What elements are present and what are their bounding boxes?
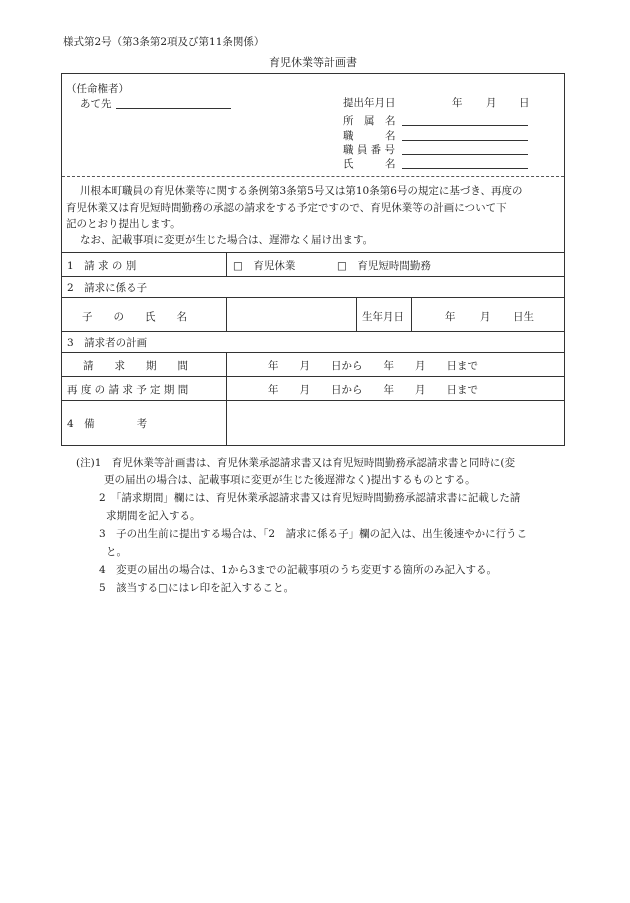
intro-line-4: なお、記載事項に変更が生じた場合は、遅滞なく届け出ます。 xyxy=(80,234,374,246)
intro-line-1: 川根本町職員の育児休業等に関する条例第3条第5号又は第10条第6号の規定に基づき、再度の xyxy=(80,185,523,197)
request-period-label: 請 求 期 間 xyxy=(83,360,188,372)
form-number: 様式第2号（第3条第2項及び第11条関係） xyxy=(63,36,265,48)
position-label: 職 名 xyxy=(343,130,396,142)
note-4: 4 変更の届出の場合は、1から3までの記載事項のうち変更する箇所のみ記入する。 xyxy=(99,564,498,576)
name-label: 氏 名 xyxy=(343,158,396,170)
note-5: 5 該当する□にはレ印を記入すること。 xyxy=(99,582,295,594)
authority-label: （任命権者） xyxy=(66,83,129,95)
child-name-label: 子 の 氏 名 xyxy=(82,311,187,323)
child-name-field[interactable] xyxy=(234,302,350,326)
option-short-hours[interactable]: □ 育児短時間勤務 xyxy=(337,260,431,272)
note-3b: と。 xyxy=(106,546,127,558)
request-period-value[interactable]: 年 月 日から 年 月 日まで xyxy=(268,360,478,372)
birth-day: 日生 xyxy=(513,311,534,323)
note-1a: (注)1 育児休業等計画書は、育児休業承認請求書又は育児短時間勤務承認請求書と同時に(変 xyxy=(76,457,515,469)
intro-line-2: 育児休業又は育児短時間勤務の承認の請求をする予定ですので、育児休業等の計画について下 xyxy=(66,202,507,214)
submit-day: 日 xyxy=(519,97,530,109)
addressee-field[interactable] xyxy=(116,108,231,109)
position-field[interactable] xyxy=(402,140,528,141)
note-2b: 求期間を記入する。 xyxy=(106,510,201,522)
submit-month: 月 xyxy=(486,97,497,109)
dashed-divider xyxy=(62,176,564,177)
request-type-label: 1 請 求 の 別 xyxy=(67,260,137,272)
submit-date-label: 提出年月日 xyxy=(343,97,396,109)
note-2a: 2 「請求期間」欄には、育児休業承認請求書又は育児短時間勤務承認請求書に記載した請 xyxy=(99,492,521,504)
addressee-label: あて先 xyxy=(80,98,112,110)
remarks-label: 4 備 考 xyxy=(67,418,148,430)
note-3a: 3 子の出生前に提出する場合は、「2 請求に係る子」欄の記入は、出生後速やかに行うこ xyxy=(99,528,528,540)
re-request-period-value[interactable]: 年 月 日から 年 月 日まで xyxy=(268,384,478,396)
employee-no-field[interactable] xyxy=(402,154,528,155)
birth-month: 月 xyxy=(480,311,491,323)
name-field[interactable] xyxy=(402,168,528,169)
submit-year: 年 xyxy=(452,97,463,109)
birth-year: 年 xyxy=(445,311,456,323)
department-field[interactable] xyxy=(402,125,528,126)
child-section-label: 2 請求に係る子 xyxy=(67,282,148,294)
employee-no-label: 職 員 番 号 xyxy=(343,144,396,156)
option-childcare-leave[interactable]: □ 育児休業 xyxy=(233,260,296,272)
birth-date-label: 生年月日 xyxy=(362,311,404,323)
re-request-period-label: 再 度 の 請 求 予 定 期 間 xyxy=(67,384,189,396)
note-1b: 更の届出の場合は、記載事項に変更が生じた後遅滞なく)提出するものとする。 xyxy=(104,474,476,486)
department-label: 所 属 名 xyxy=(343,115,396,127)
page-title: 育児休業等計画書 xyxy=(269,56,357,69)
intro-line-3: 記のとおり提出します。 xyxy=(66,218,181,230)
remarks-field[interactable] xyxy=(234,405,554,439)
plan-section-label: 3 請求者の計画 xyxy=(67,337,148,349)
